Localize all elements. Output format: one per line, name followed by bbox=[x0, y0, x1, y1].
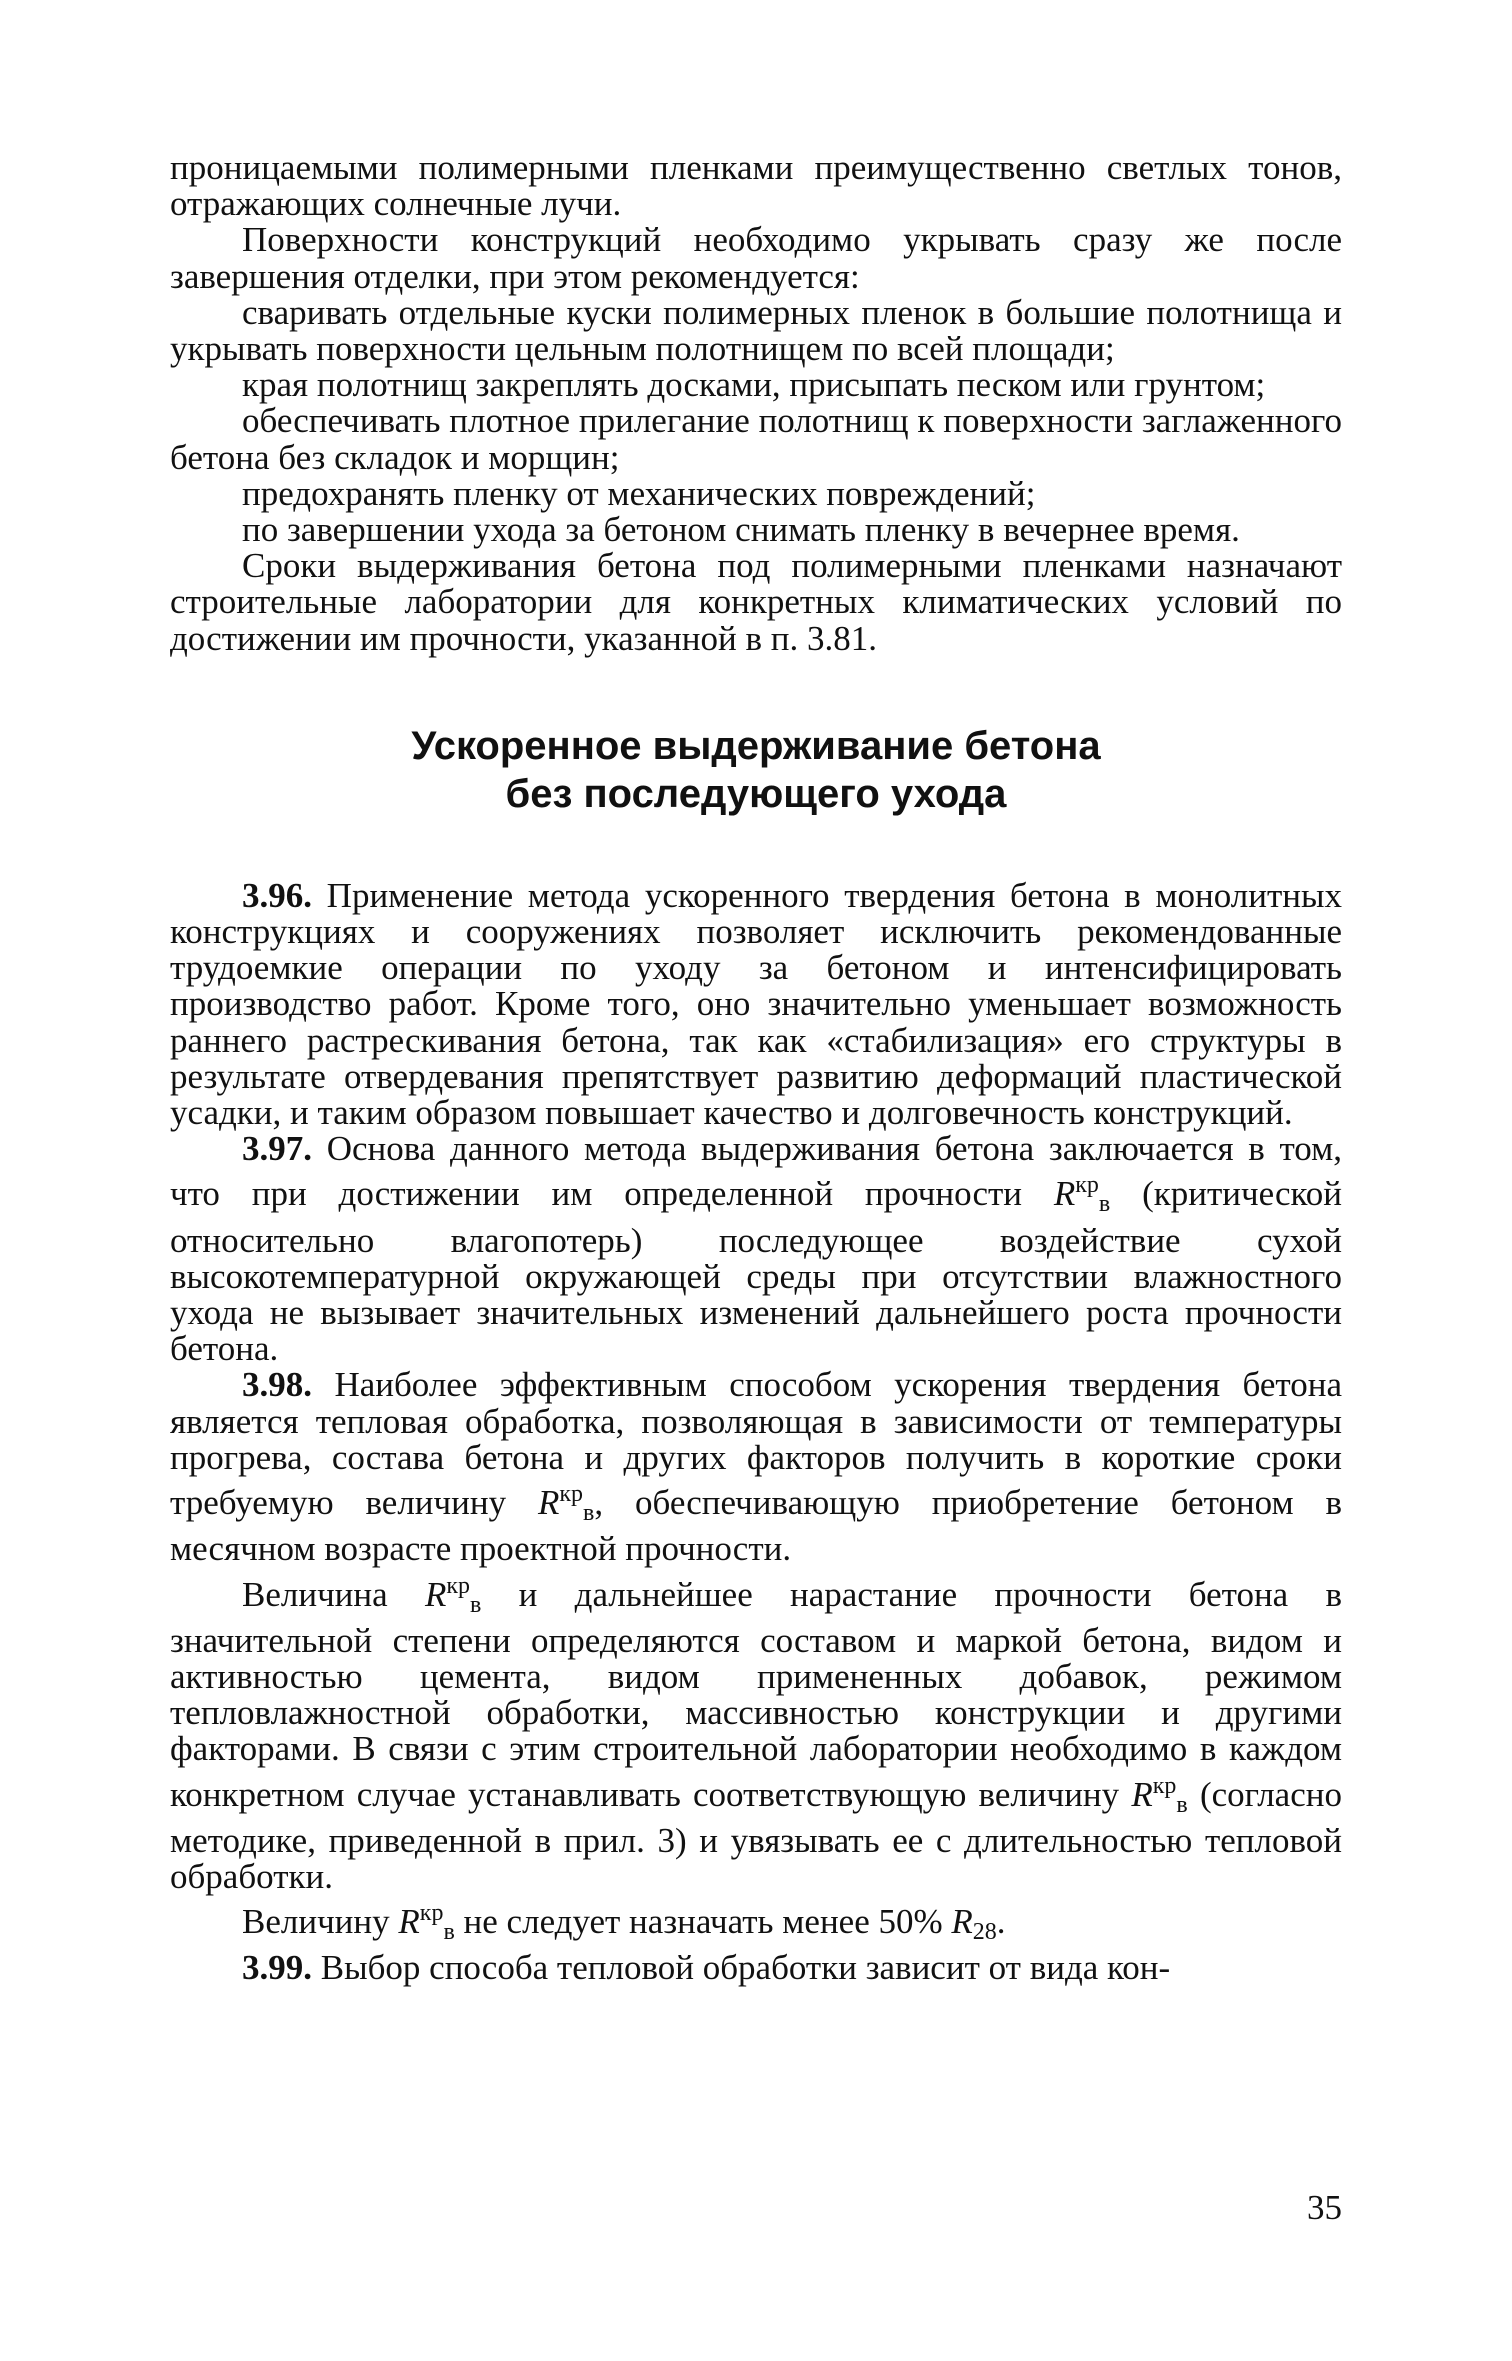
formula-r-kr: $R^{кр}_в$ bbox=[1131, 1772, 1188, 1818]
clause-3-98 bbox=[170, 1367, 1342, 1567]
paragraph-r-kr-minimum: Величину $R^{кр}_в$ не следует назначать менее 50% $R_{28}$. bbox=[242, 1900, 1006, 1946]
list-item-remove-film: по завершении ухода за бетоном снимать пленку в вечернее время. bbox=[242, 510, 1240, 550]
section-heading-line-2: без последующего ухода bbox=[505, 771, 1007, 816]
formula-r-kr: $R^{кр}_в$ bbox=[424, 1572, 482, 1618]
clause-3-99 bbox=[170, 1950, 1342, 1986]
clause-text: Основа данного метода выдерживания бетона заключается в том, что при достижении им определенной прочности bbox=[170, 1129, 1343, 1214]
clause-number: 3.97. bbox=[242, 1129, 312, 1169]
paragraph-r-kr-factors: Величина $R^{кр}_в$ и дальнейшее нарастание прочности бетона в значительной степени определяются составом и маркой бетона, видом и активностью цемента, видом примененных добавок, режимом тепловлажностной обработки, массивностью конструкции и другими факторами. В связи с этим строительной лаборатории необходимо в каждом конкретном случае устанавливать соответствующую величину $R^{кр}_в$ (согласно методике, приведенной в прил. 3) и увязывать ее с длительностью тепловой обработки. bbox=[170, 1572, 1343, 1896]
text-column bbox=[170, 150, 1342, 1987]
clause-text: (критической относительно влагопотерь) последующее воздействие сухой высокотемпературной окружающей среды при отсутствии влажностного ухода не вызывает значительных изменений дальнейшего роста прочности бетона. bbox=[170, 1174, 1343, 1369]
clause-number: 3.96. bbox=[242, 875, 312, 915]
section-heading-line-1: Ускоренное выдерживание бетона bbox=[411, 723, 1101, 768]
clause-text: Выбор способа тепловой обработки зависит от вида кон- bbox=[320, 1948, 1171, 1988]
paragraph-continuation: проницаемыми полимерными пленками преимущественно светлых тонов, отражающих солнечные лучи. bbox=[170, 148, 1342, 224]
list-item-weld-films: сваривать отдельные куски полимерных пленок в большие полотнища и укрывать поверхности цельным полотнищем по всей площади; bbox=[170, 292, 1342, 369]
clause-3-97 bbox=[170, 1131, 1342, 1367]
formula-r-kr: $R^{кр}_в$ bbox=[537, 1481, 595, 1527]
list-item-fix-edges: края полотнищ закреплять досками, присыпать песком или грунтом; bbox=[242, 365, 1266, 405]
clause-number: 3.99. bbox=[242, 1948, 312, 1988]
clause-text: Применение метода ускоренного твердения бетона в монолитных конструкциях и сооружениях позволяет исключить рекомендованные трудоемкие операции по уходу за бетоном и интенсифицировать производство работ. Кроме того, оно значительно уменьшает возможность раннего растрескивания бетона, так как «стабилизация» его структуры в результате отвердевания препятствует развитию деформаций пластической усадки, и таким образом повышает качество и долговечность конструкций. bbox=[170, 875, 1342, 1133]
list-item-tight-fit: обеспечивать плотное прилегание полотнищ к поверхности заглаженного бетона без складок и морщин; bbox=[170, 401, 1342, 477]
clause-number: 3.98. bbox=[242, 1365, 312, 1405]
clause-3-96 bbox=[170, 875, 1342, 1133]
formula-r-kr: $R^{кр}_в$ bbox=[398, 1900, 455, 1946]
paragraph-cover-surfaces: Поверхности конструкций необходимо укрывать сразу же после завершения отделки, при этом рекомендуется: bbox=[170, 220, 1342, 296]
clause-text: Наиболее эффективным способом ускорения твердения бетона является тепловая обработка, позволяющая в зависимости от температуры прогрева, состава бетона и других факторов получить в короткие сроки требуемую величину bbox=[170, 1365, 1342, 1523]
page-number: 35 bbox=[1307, 2188, 1342, 2227]
formula-r-kr: $R^{кр}_в$ bbox=[1053, 1172, 1111, 1218]
paragraph-curing-terms: Сроки выдерживания бетона под полимерными пленками назначают строительные лаборатории для конкретных климатических условий по достижении им прочности, указанной в п. 3.81. bbox=[170, 546, 1342, 658]
section-heading bbox=[170, 722, 1342, 818]
list-item-protect-film: предохранять пленку от механических повреждений; bbox=[242, 473, 1036, 513]
clause-text: , обеспечивающую приобретение бетоном в месячном возрасте проектной прочности. bbox=[170, 1483, 1343, 1569]
formula-r28: $R_{28}$ bbox=[951, 1902, 997, 1946]
